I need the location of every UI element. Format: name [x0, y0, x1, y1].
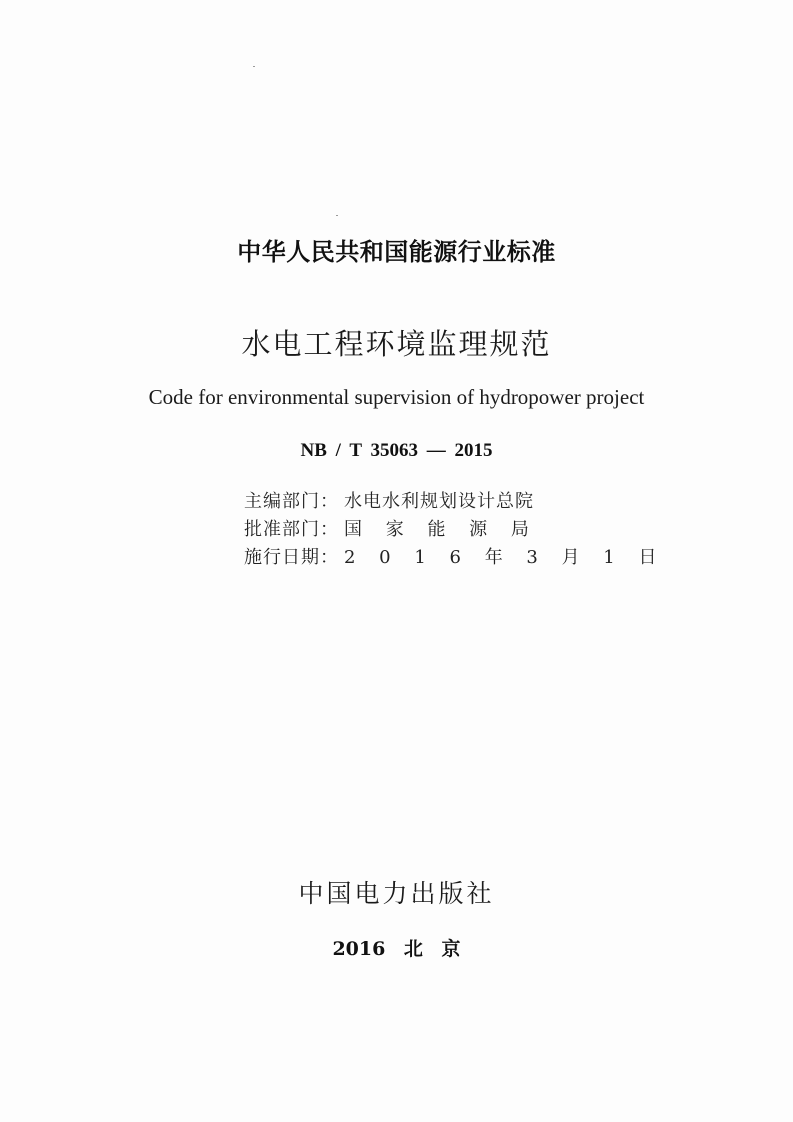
publisher-name: 中国电力出版社 [298, 879, 495, 908]
scan-speck [253, 66, 255, 67]
info-row-effective-date [244, 544, 659, 572]
editor-value: 水电水利规划设计总院 [344, 491, 534, 512]
issuing-info [244, 488, 659, 572]
scan-speck [336, 215, 338, 216]
standard-category: 中华人民共和国能源行业标准 [237, 238, 556, 266]
editor-label: 主编部门： [244, 491, 339, 512]
approver-value: 国 家 能 源 局 [344, 519, 531, 540]
approver-label: 批准部门： [244, 519, 339, 540]
english-title: Code for environmental supervision of hydropower project [148, 385, 645, 409]
info-row-editor [244, 488, 659, 516]
effective-date-value: 2 0 1 6 年 3 月 1 日 [344, 547, 659, 568]
standard-number: NB / T 35063 — 2015 [300, 440, 493, 461]
chinese-title: 水电工程环境监理规范 [241, 327, 552, 361]
effective-date-label: 施行日期： [244, 547, 339, 568]
publication-year-city: 2016 北 京 [332, 938, 461, 960]
info-row-approver [244, 516, 659, 544]
